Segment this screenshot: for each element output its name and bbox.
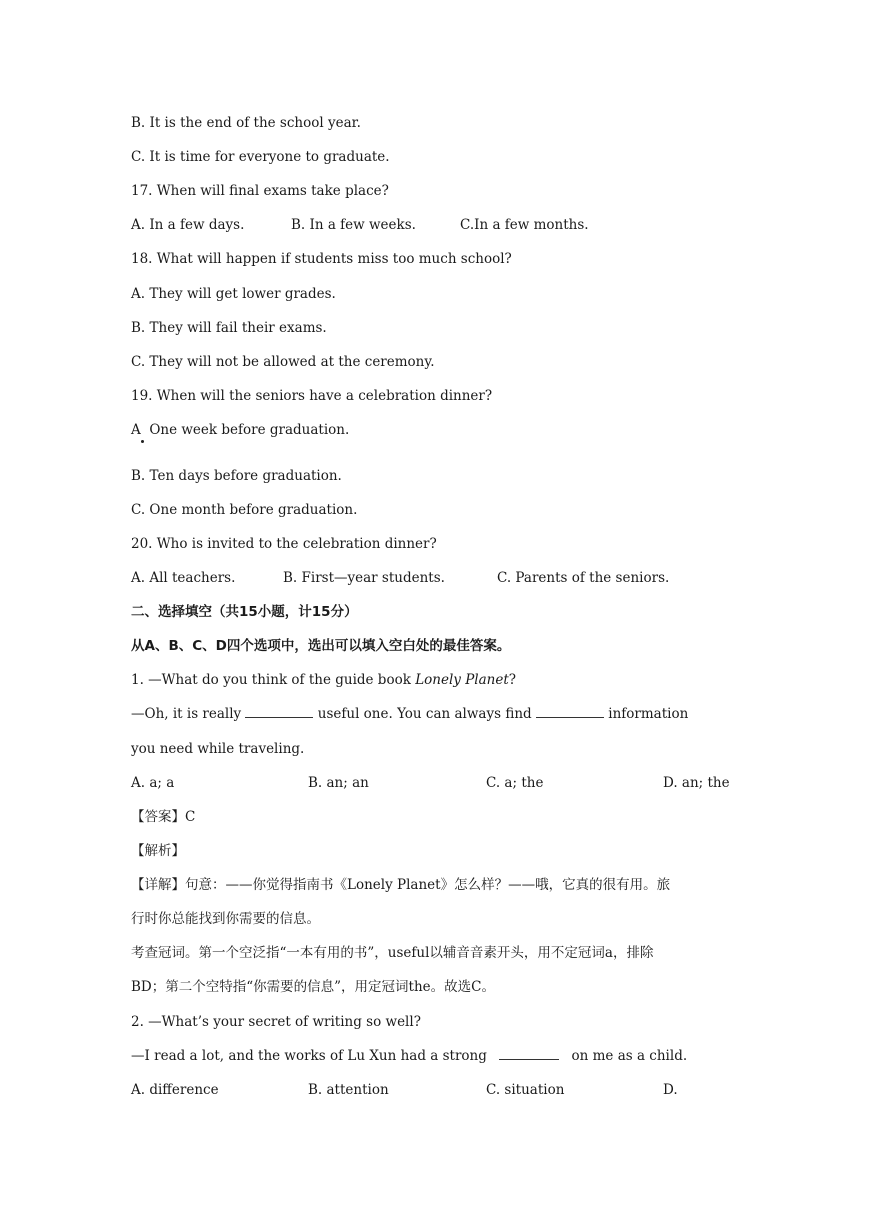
question-2: 2. —What’s your secret of writing so well? (131, 1014, 421, 1030)
q1-option-b: B. an; an (308, 775, 369, 791)
q2-option-c: C. situation (486, 1082, 565, 1098)
q1-detail-line-3: 考查冠词。第一个空泛指“一本有用的书”，useful以辅音音素开头，用不定冠词a，排除 (131, 945, 654, 961)
q16-option-c: C. It is time for everyone to graduate. (131, 149, 390, 165)
q16-option-b: B. It is the end of the school year. (131, 115, 361, 131)
q1-response-a: —Oh, it is really (131, 706, 246, 722)
q1-option-c: C. a; the (486, 775, 544, 791)
q1-analysis-label: 【解析】 (131, 843, 185, 859)
q2-option-b: B. attention (308, 1082, 389, 1098)
q1-stem-suffix: ? (508, 672, 517, 688)
q17-option-b: B. In a few weeks. (291, 217, 416, 233)
q19-option-b: B. Ten days before graduation. (131, 468, 342, 484)
q1-blank-1 (245, 705, 313, 718)
q1-detail-line-2: 行时你总能找到你需要的信息。 (131, 911, 320, 927)
question-19: 19. When will the seniors have a celebration dinner? (131, 388, 493, 404)
q1-blank-2 (536, 705, 604, 718)
q1-option-a: A. a; a (131, 775, 175, 791)
q2-option-d: D. (663, 1082, 678, 1098)
q1-response-b: useful one. You can always find (313, 706, 536, 722)
stray-dot (141, 440, 144, 443)
q2-response-line (131, 1047, 687, 1065)
q20-option-a: A. All teachers. (131, 570, 236, 586)
q17-option-a: A. In a few days. (131, 217, 245, 233)
q20-option-b: B. First—year students. (283, 570, 445, 586)
q2-response-a: —I read a lot, and the works of Lu Xun had a strong (131, 1048, 492, 1064)
q1-stem-prefix: 1. —What do you think of the guide book (131, 672, 416, 688)
q1-book-title: Lonely Planet (415, 672, 509, 688)
q1-option-d: D. an; the (663, 775, 730, 791)
question-1 (131, 671, 516, 689)
section-instruction: 从A、B、C、D四个选项中，选出可以填入空白处的最佳答案。 (131, 638, 511, 654)
q1-response-c: information (603, 706, 689, 722)
question-20: 20. Who is invited to the celebration dinner? (131, 536, 437, 552)
q18-option-a: A. They will get lower grades. (131, 286, 336, 302)
q1-detail-line-4: BD；第二个空特指“你需要的信息”，用定冠词the。故选C。 (131, 979, 495, 995)
question-17: 17. When will final exams take place? (131, 183, 389, 199)
q18-option-b: B. They will fail their exams. (131, 320, 327, 336)
q1-response-line-2: you need while traveling. (131, 741, 305, 757)
q19-option-c: C. One month before graduation. (131, 502, 358, 518)
q17-option-c: C.In a few months. (460, 217, 589, 233)
q19-option-a: A One week before graduation. (131, 422, 350, 438)
question-18: 18. What will happen if students miss too much school? (131, 251, 512, 267)
q18-option-c: C. They will not be allowed at the ceremony. (131, 354, 435, 370)
q1-response-line (131, 705, 688, 723)
q20-option-c: C. Parents of the seniors. (497, 570, 670, 586)
q2-option-a: A. difference (131, 1082, 219, 1098)
q1-answer: 【答案】C (131, 809, 196, 825)
q2-blank (499, 1047, 559, 1060)
q1-detail-line-1: 【详解】句意：——你觉得指南书《Lonely Planet》怎么样？——哦，它真的很有用。旅 (131, 877, 671, 893)
section-heading: 二、选择填空（共15小题，计15分） (131, 604, 358, 620)
q2-response-b: on me as a child. (567, 1048, 688, 1064)
